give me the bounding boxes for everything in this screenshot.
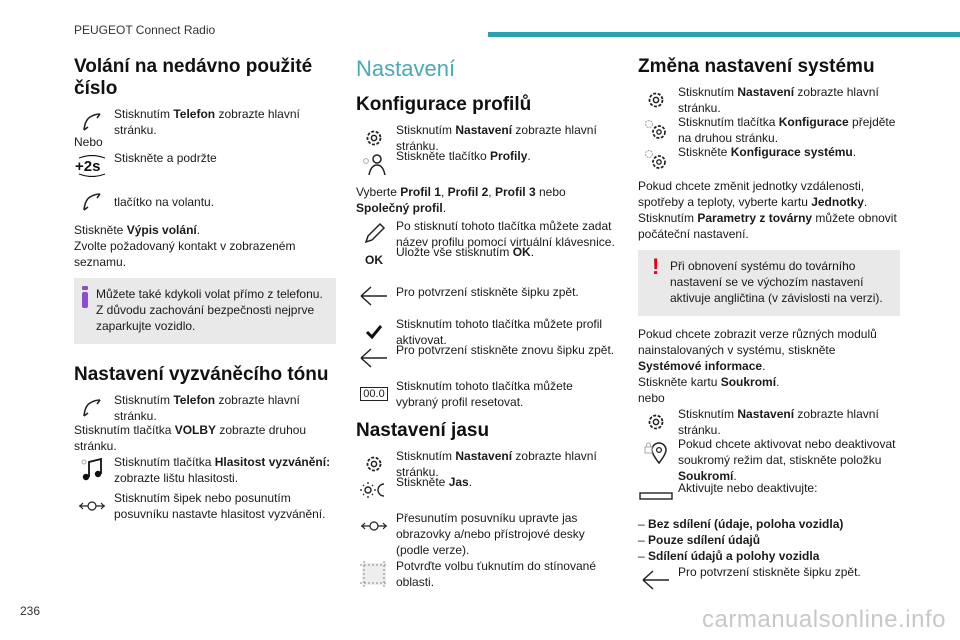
warning-note: ! Při obnovení systému do továrního nastavení se ve výchozím nastavení aktivuje angličtina (v závislosti na verzi). [638,250,900,316]
step-system-config: Stiskněte Konfigurace systému. [638,144,900,176]
info-note: Můžete také kdykoli volat přímo z telefonu. Z důvodu zachování bezpečnosti nejprve zaparkujte vozidlo. [74,278,336,344]
step-settings-main-4: Stisknutím Nastavení zobrazte hlavní stránku. [638,406,900,438]
running-header: PEUGEOT Connect Radio [74,23,216,37]
step-ringtone-volume: Stisknutím tlačítka Hlasitost vyzvánění: zobrazte lištu hlasitosti. [74,454,336,486]
gears-config-icon [638,144,674,176]
section-title-ringtone: Nastavení vyzváněcího tónu [74,364,329,385]
system-info-text: Pokud chcete zobrazit verze různých modulů nainstalovaných v systému, stiskněte Systémové informace. [638,327,877,373]
music-note-icon [74,454,110,486]
step-brightness: Stiskněte Jas. [356,474,618,506]
section-title-system: Změna nastavení systému [638,56,875,77]
list-item: – Pouze sdílení údajů [638,533,761,547]
back-arrow-icon [356,342,392,374]
svg-text:+2s: +2s [75,158,101,175]
gears-config-icon [638,114,674,146]
step-slider: Stisknutím šipek nebo posunutím posuvníku nastavte hlasitost vyzvánění. [74,490,336,522]
step-brightness-slider: Přesunutím posuvníku upravte jas obrazovky a/nebo přístrojové desky (podle verze). [356,510,618,558]
step-toggle: Aktivujte nebo deaktivujte: [638,480,900,512]
column-2 [356,56,618,594]
step-configuration: Stisknutím tlačítka Konfigurace přejděte na druhou stránku. [638,114,900,146]
step-shaded-area: Potvrďte volbu ťuknutím do stínované oblasti. [356,558,618,590]
reset-value-icon: 00.0 [356,378,392,410]
section-title-brightness: Nastavení jasu [356,420,490,441]
units-text: Pokud chcete změnit jednotky vzdálenosti, spotřeby a teploty, vyberte kartu Jednotky. Stisknutím Parametry z továrny můžete obnovit počáteční nastavení. [638,179,897,241]
phone-handset-icon [74,392,110,424]
warning-icon: ! [652,254,660,279]
step-phone-main: Stisknutím Telefon zobrazte hlavní stránku. [74,106,336,138]
watermark: carmanualsonline.info [702,606,946,633]
chapter-title: Nastavení [356,56,456,81]
column-1 [74,56,336,526]
choose-contact-text: Zvolte požadovaný kontakt v zobrazeném seznamu. [74,239,296,269]
step-privacy: Pokud chcete aktivovat nebo deaktivovat soukromý režim dat, stiskněte položku Soukromí. [638,436,900,484]
location-lock-icon [638,436,674,468]
gear-icon [638,406,674,438]
person-profile-icon [356,148,392,180]
plus-2s-icon [74,150,110,182]
step-edit-name: Po stisknutí tohoto tlačítka můžete zadat název profilu pomocí virtuální klávesnice. [356,218,618,250]
section-title-profiles: Konfigurace profilů [356,94,532,115]
or-text: nebo [638,391,665,405]
step-settings-main-2: Stisknutím Nastavení zobrazte hlavní stránku. [356,448,618,480]
info-icon [82,286,88,290]
call-log-text: Stiskněte Výpis volání. [74,223,201,237]
step-back-arrow-2: Pro potvrzení stiskněte znovu šipku zpět. [356,342,618,374]
privacy-tab-text: Stiskněte kartu Soukromí. [638,375,780,389]
ok-icon: OK [365,253,383,267]
step-phone-main-2: Stisknutím Telefon zobrazte hlavní stránku. [74,392,336,424]
section-title-recent-call: Volání na nedávno použité číslo [74,56,313,99]
page-number: 236 [20,604,41,618]
toggle-bar-icon [638,480,674,512]
step-settings-main: Stisknutím Nastavení zobrazte hlavní stránku. [356,122,618,154]
select-profile-text: Vyberte Profil 1, Profil 2, Profil 3 nebo Společný profil. [356,185,566,215]
step-save-ok: OK Uložte vše stisknutím OK. [356,244,618,276]
step-press-hold: +2s Stiskněte a podržte [74,150,336,182]
step-back-arrow: Pro potvrzení stiskněte šipku zpět. [356,280,618,312]
back-arrow-icon [356,280,392,312]
list-item: – Sdílení údajů a polohy vozidla [638,549,820,563]
header-accent-bar [488,32,960,37]
step-reset: 00.0 Stisknutím tohoto tlačítka můžete vybraný profil resetovat. [356,378,618,410]
list-item: – Bez sdílení (údaje, poloha vozidla) [638,517,844,531]
or-text: Nebo [74,135,103,149]
step-settings-main-3: Stisknutím Nastavení zobrazte hlavní stránku. [638,84,900,116]
column-3 [638,56,900,600]
step-steering-button: tlačítko na volantu. [74,186,336,218]
step-activate: Stisknutím tohoto tlačítka můžete profil aktivovat. [356,316,618,348]
sun-moon-icon [356,474,392,506]
privacy-options-list [638,516,900,564]
gear-icon [638,84,674,116]
step-back-arrow-3: Pro potvrzení stiskněte šipku zpět. [638,564,900,596]
phone-handset-icon [74,186,110,218]
shaded-area-icon [356,558,392,590]
slider-icon [74,490,110,522]
options-text: Stisknutím tlačítka VOLBY zobrazte druhou stránku. [74,423,307,453]
back-arrow-icon [638,564,674,596]
step-profiles: Stiskněte tlačítko Profily. [356,148,618,180]
